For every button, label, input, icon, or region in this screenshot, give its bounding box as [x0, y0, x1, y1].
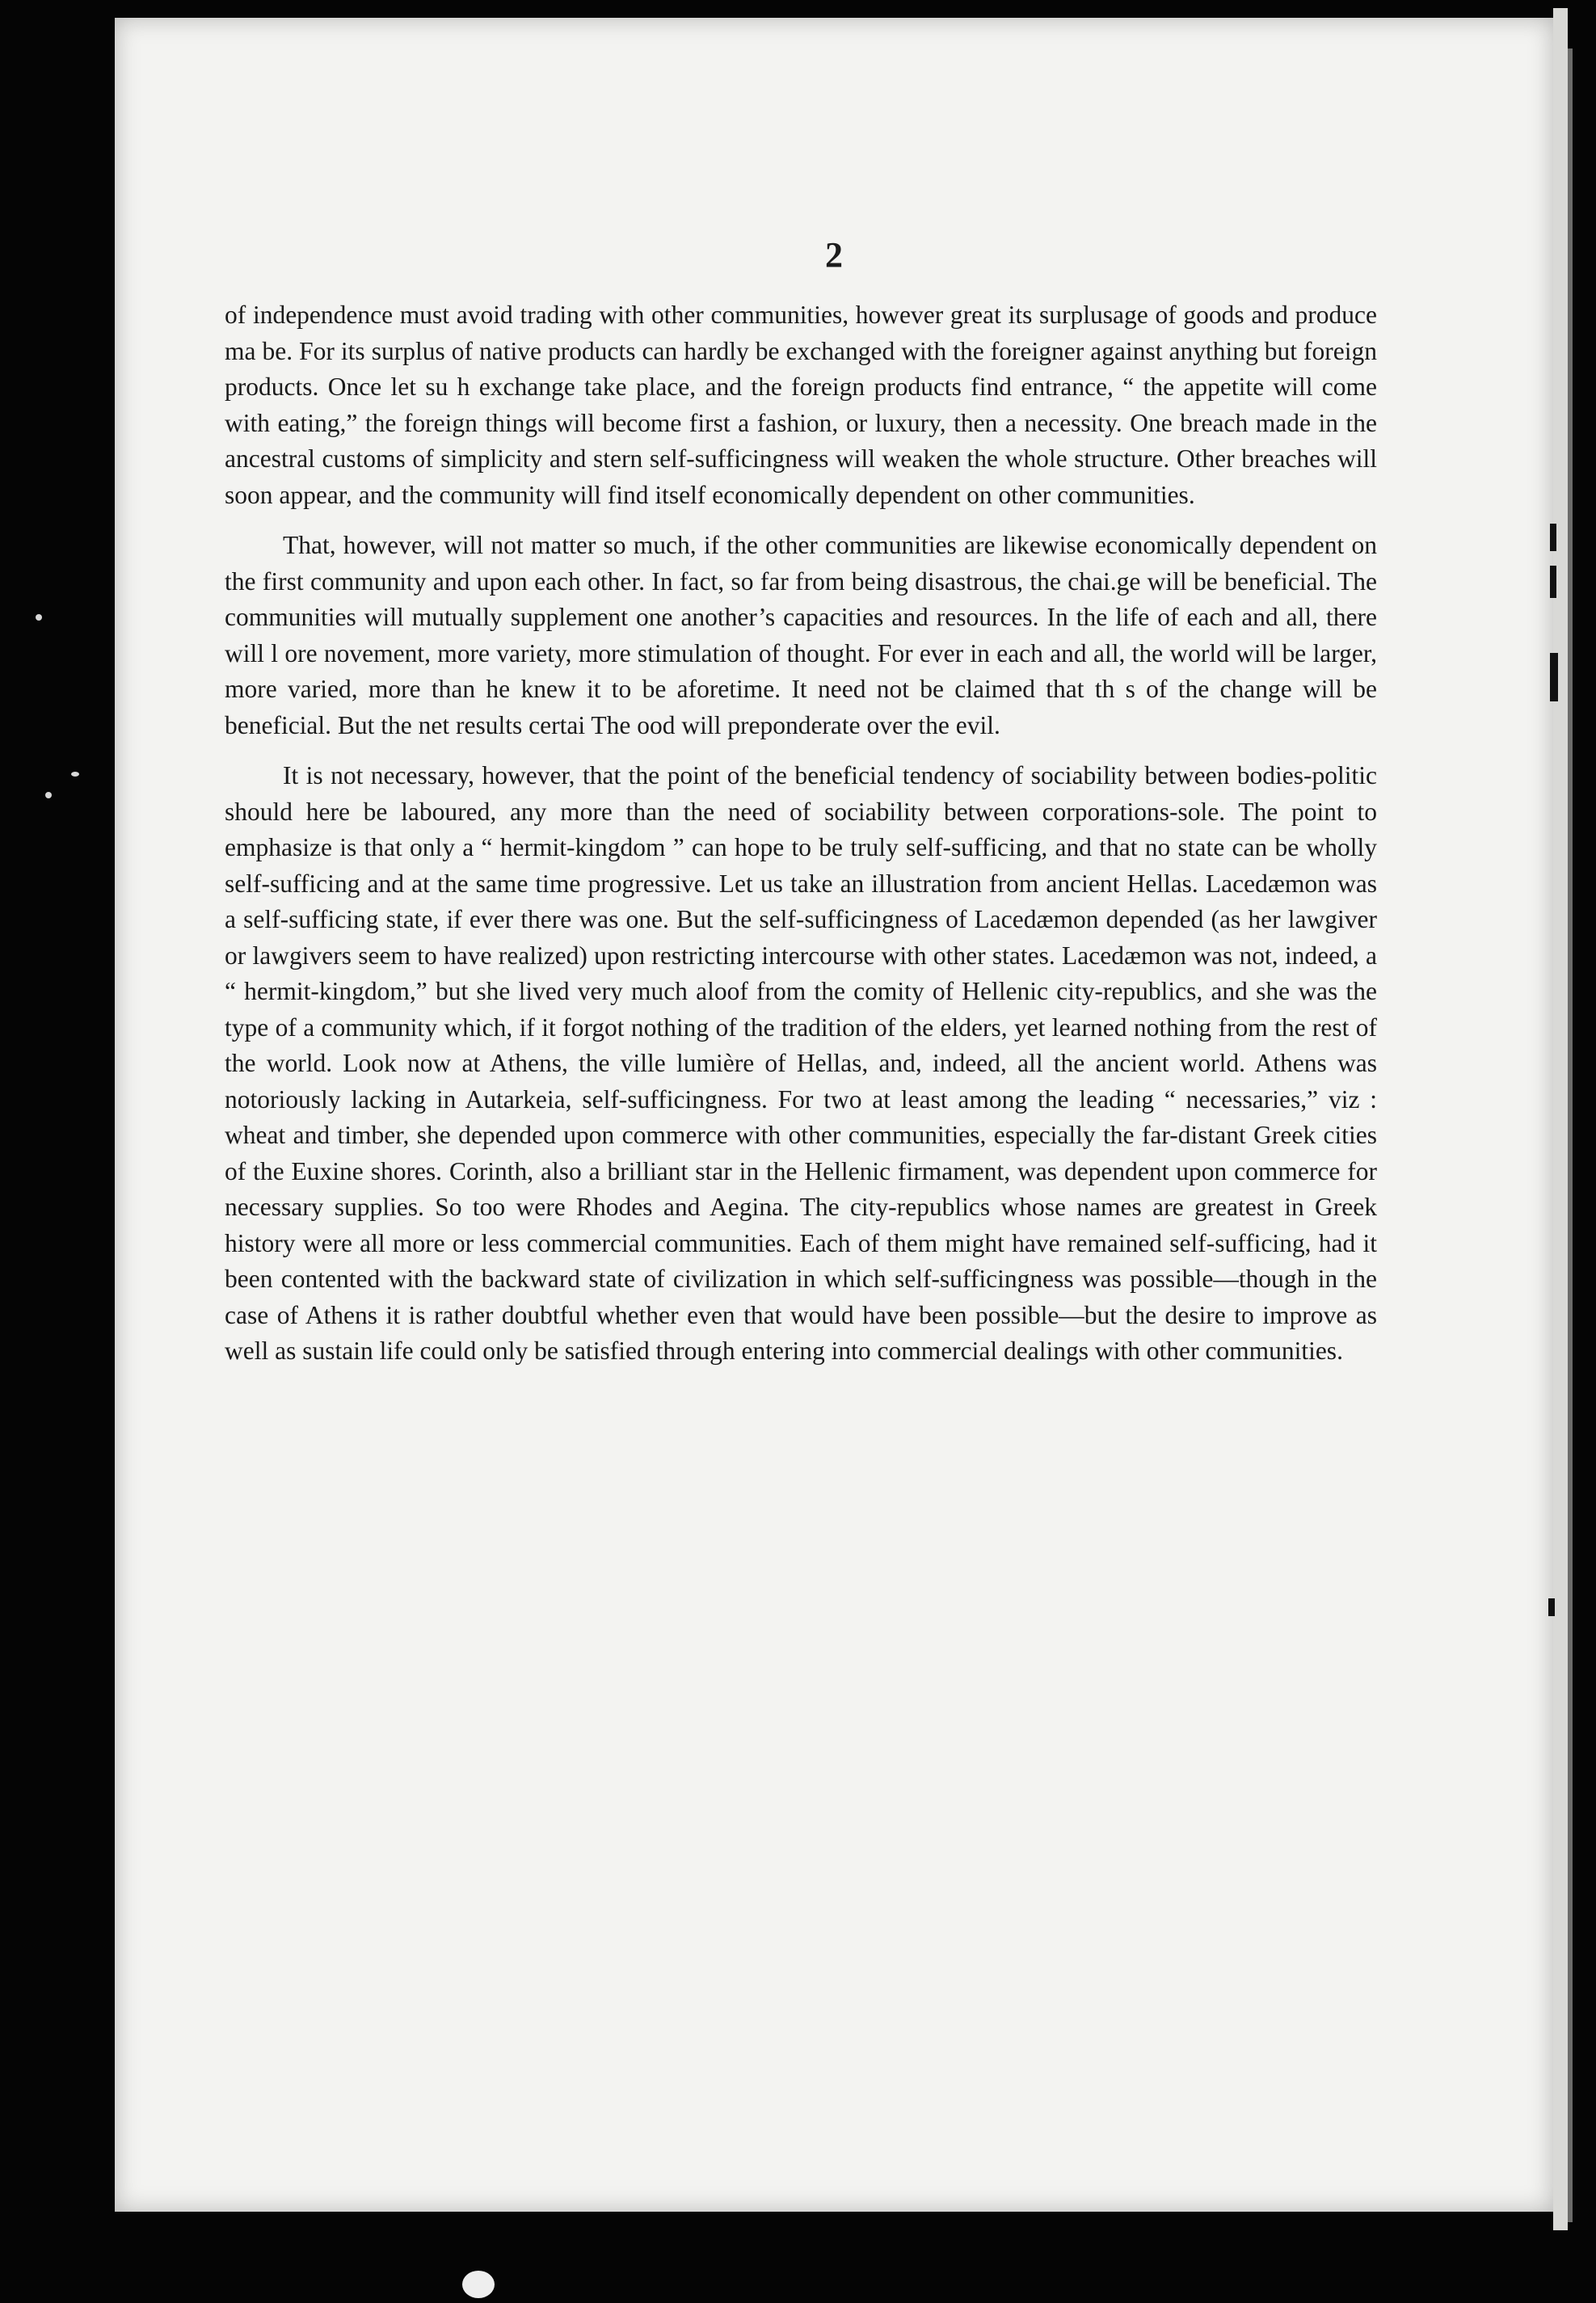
left-margin-speck: [71, 772, 79, 777]
left-margin-speck: [45, 792, 52, 798]
bottom-speck: [462, 2271, 495, 2298]
margin-ink-mark: [1548, 1598, 1555, 1616]
margin-ink-mark: [1550, 653, 1558, 701]
paragraph-2: That, however, will not matter so much, if the other communities are likewise economically dependent on the first community and upon each other. In fact, so far from being disastrous, the chai.ge will be beneficial. The communities will mutually supplement one another’s capacities and resources. In the life of each and all, there will l ore novement, more variety, more stimulation of thought. For ever in each and all, the world will be larger, more varied, more than he knew it to be aforetime. It need not be claimed that th s of the change will be beneficial. But the net results certai The ood will preponderate over the evil.: [225, 531, 1377, 739]
body-text: [225, 297, 1377, 1384]
margin-ink-mark: [1550, 524, 1556, 551]
margin-ink-mark: [1550, 566, 1556, 598]
paragraph-1: of independence must avoid trading with other communities, however great its surplusage of goods and produce ma be. For its surplus of native products can hardly be exchanged with the foreigner against anything but foreign products. Once let su h exchange take place, and the foreign products find entrance, “ the appetite will come with eating,” the foreign things will become first a fashion, or luxury, then a necessity. One breach made in the ancestral customs of simplicity and stern self-sufficingness will weaken the whole structure. Other breaches will soon appear, and the community will find itself economically dependent on other communities.: [225, 301, 1377, 509]
paragraph-3: It is not necessary, however, that the point of the beneficial tendency of sociability between bodies-politic should here be laboured, any more than the need of sociability between corporations-sole. The point to emphasize is that only a “ hermit-kingdom ” can hope to be truly self-sufficing, and that no state can be wholly self-sufficing and at the same time progressive. Let us take an illustration from ancient Hellas. Lacedæmon was a self-sufficing state, if ever there was one. But the self-sufficingness of Lacedæmon depended (as her lawgiver or lawgivers seem to have realized) upon restricting intercourse with other states. Lacedæmon was not, indeed, a “ hermit-kingdom,” but she lived very much aloof from the comity of Hellenic city-republics, and she was the type of a community which, if it forgot nothing of the tradition of the elders, yet learned nothing from the rest of the world. Look now at Athens, the ville lumière of Hellas, and, indeed, all the ancient world. Athens was notoriously lacking in Autarkeia, self-sufficingness. For two at least among the leading “ necessaries,” viz : wheat and timber, she depended upon commerce with other communities, especially the far-distant Greek cities of the Euxine shores. Corinth, also a brilliant star in the Hellenic firmament, was dependent upon commerce for necessary supplies. So too were Rhodes and Aegina. The city-republics whose names are greatest in Greek history were all more or less commercial communities. Each of them might have remained self-sufficing, had it been contented with the backward state of civilization in which self-sufficingness was possible—though in the case of Athens it is rather doubtful whether even that would have been possible—but the desire to improve as well as sustain life could only be satisfied through entering into commercial dealings with other communities.: [225, 761, 1377, 1365]
page-gutter-shadow: [1568, 48, 1573, 2222]
page-number: 2: [825, 235, 843, 275]
left-margin-speck: [36, 614, 42, 621]
next-page-edge: [1553, 8, 1568, 2230]
